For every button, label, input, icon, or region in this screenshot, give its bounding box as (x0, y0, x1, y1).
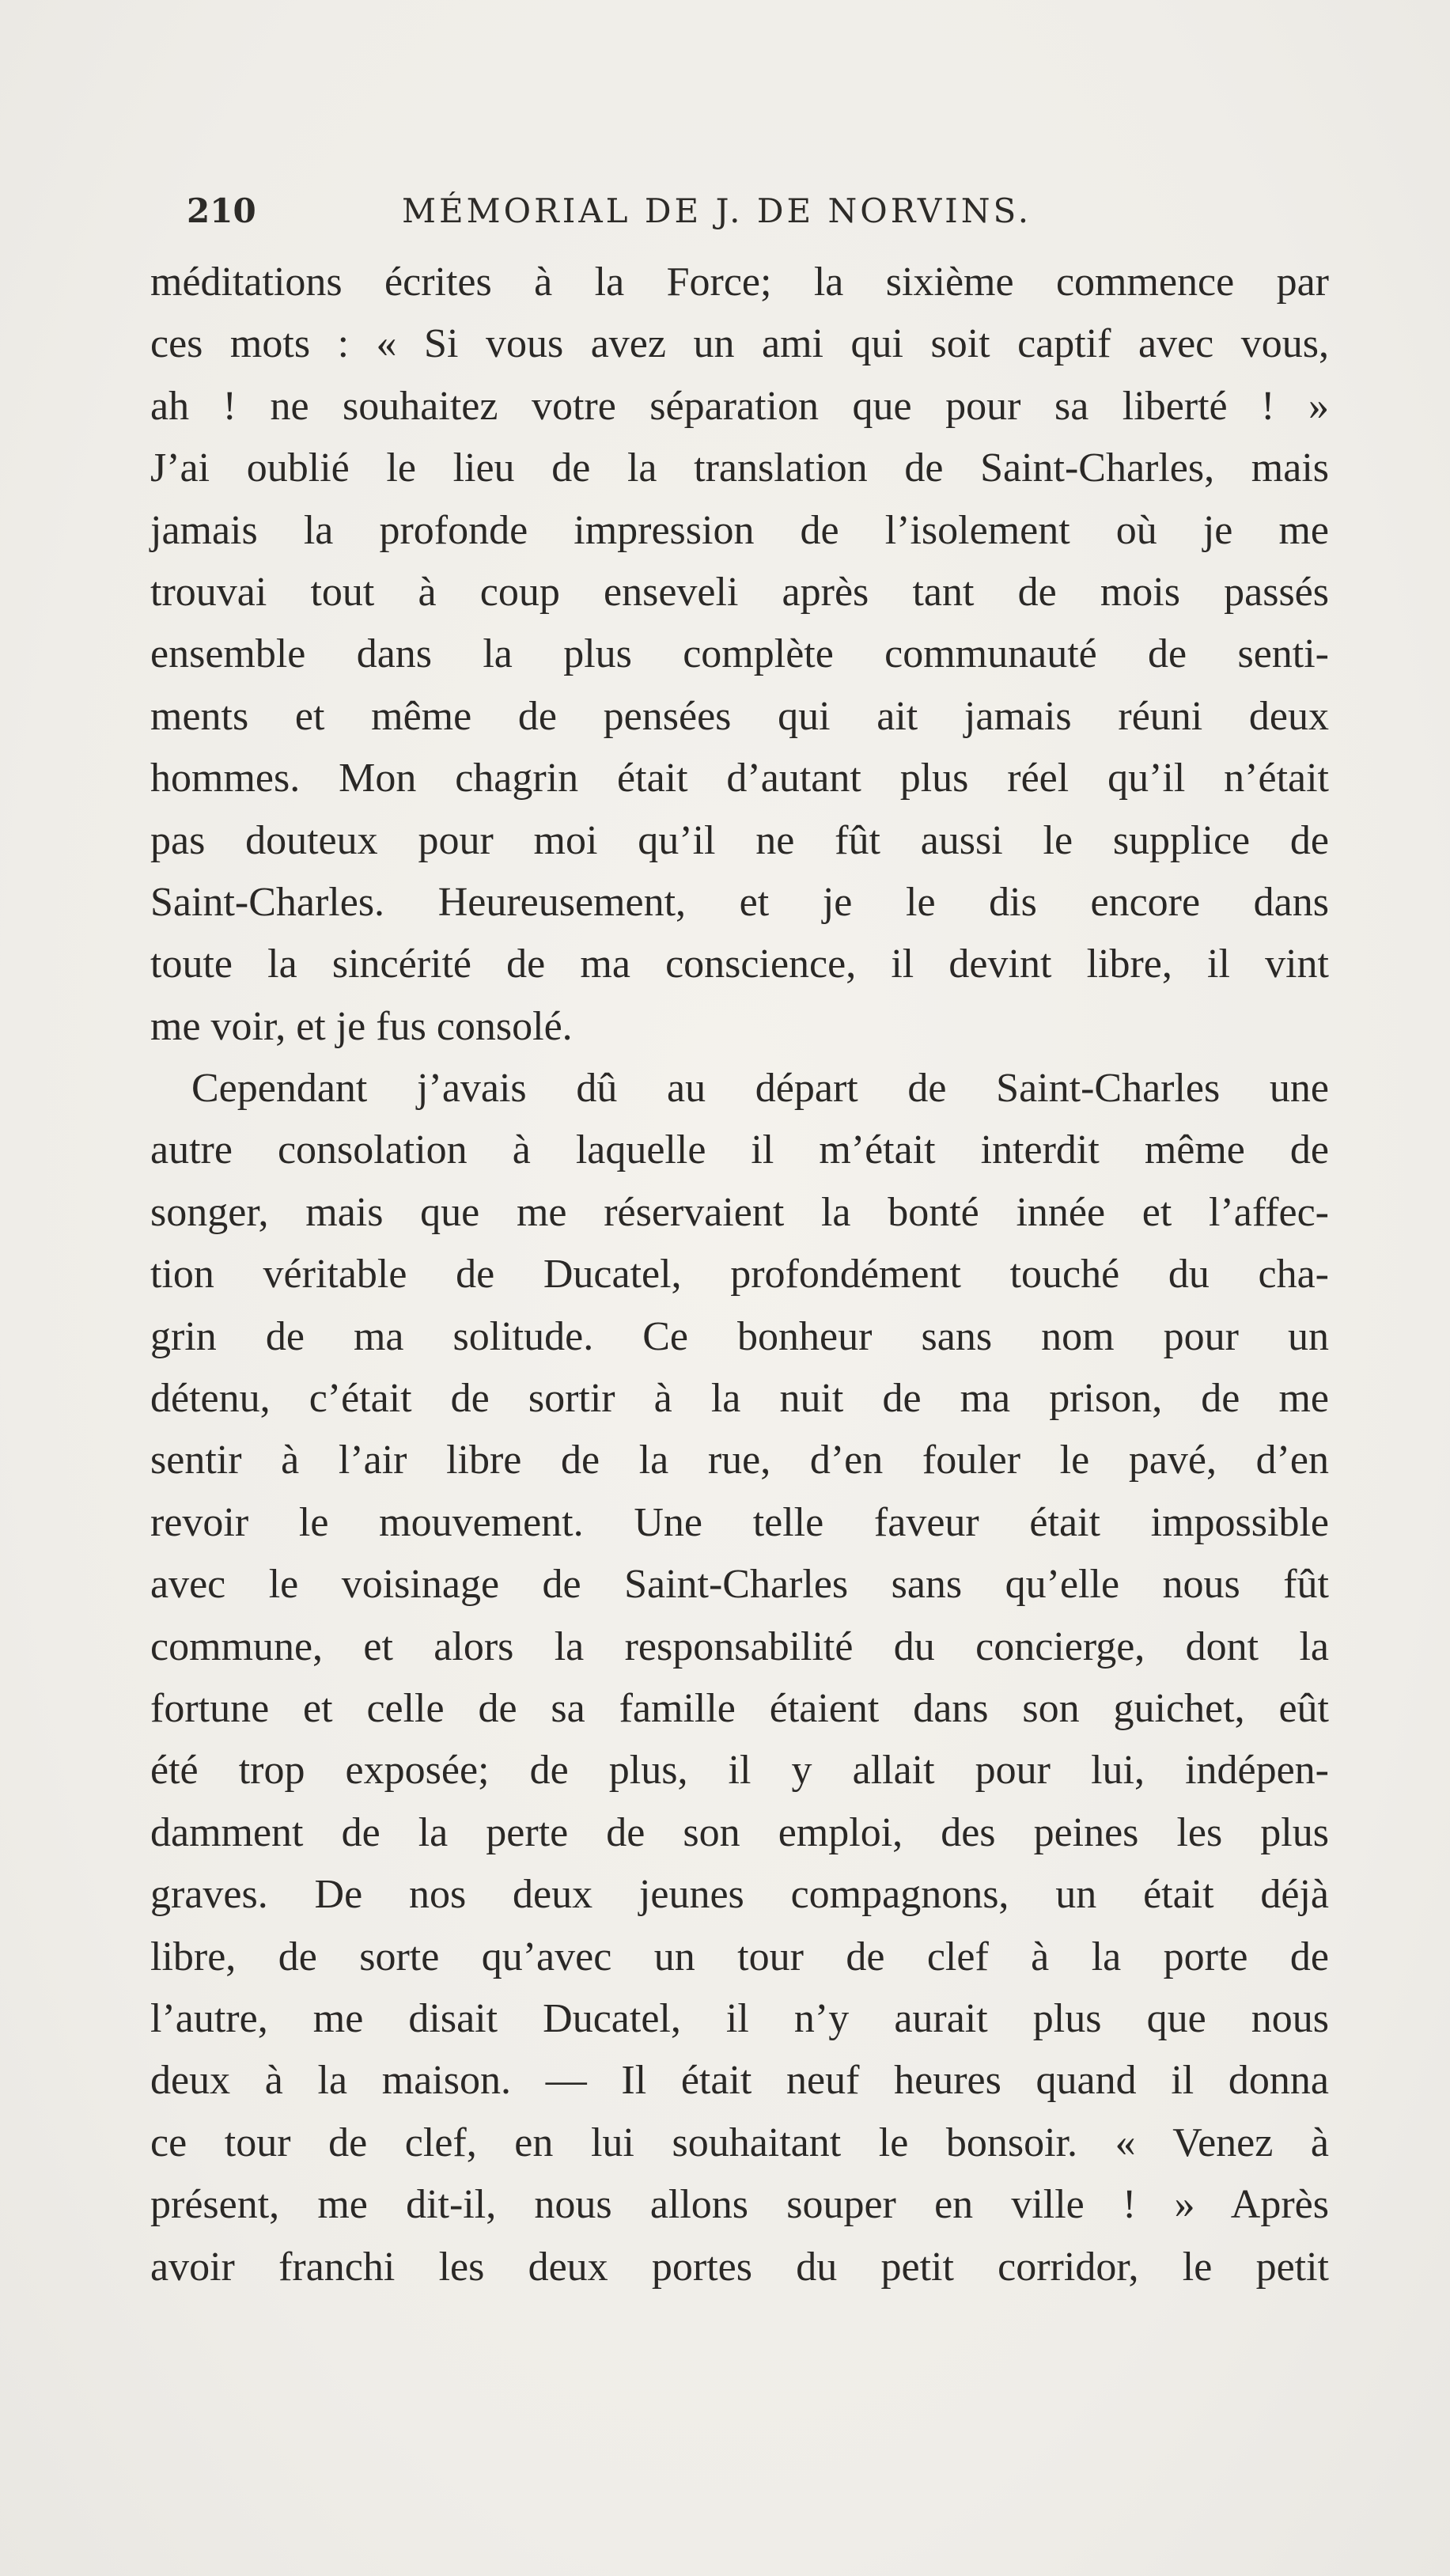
text-line: Saint-Charles. Heureusement, et je le dis encore dans (150, 879, 1329, 925)
text-line: ments et même de pensées qui ait jamais réuni deux (150, 693, 1329, 739)
text-line: graves. De nos deux jeunes compagnons, un était déjà (150, 1872, 1329, 1918)
text-line: revoir le mouvement. Une telle faveur était impossible (150, 1499, 1329, 1545)
text-line: me voir, et je fus consolé. (150, 1003, 573, 1049)
text-line: présent, me dit-il, nous allons souper en ville ! » Après (150, 2182, 1329, 2228)
text-line: autre consolation à laquelle il m’était interdit même de (150, 1127, 1329, 1173)
text-line: pas douteux pour moi qu’il ne fût aussi le supplice de (150, 817, 1329, 863)
text-line: J’ai oublié le lieu de la translation de Saint-Charles, mais (150, 445, 1329, 491)
text-line: hommes. Mon chagrin était d’autant plus réel qu’il n’était (150, 756, 1329, 801)
text-line: été trop exposée; de plus, il y allait pour lui, indépen- (150, 1748, 1329, 1794)
text-line: songer, mais que me réservaient la bonté innée et l’affec- (150, 1189, 1329, 1235)
text-line: ah ! ne souhaitez votre séparation que pour sa liberté ! » (150, 383, 1329, 429)
text-line: avoir franchi les deux portes du petit corridor, le petit (150, 2244, 1329, 2290)
text-line: toute la sincérité de ma conscience, il devint libre, il vint (150, 941, 1329, 987)
text-line: avec le voisinage de Saint-Charles sans qu’elle nous fût (150, 1562, 1329, 1608)
text-line: damment de la perte de son emploi, des peines les plus (150, 1809, 1329, 1855)
page-header (150, 184, 1289, 239)
text-line: ces mots : « Si vous avez un ami qui soit captif avec vous, (150, 321, 1329, 367)
text-line: Cependant j’avais dû au départ de Saint-Charles une (191, 1066, 1329, 1112)
text-line: ensemble dans la plus complète communauté de senti- (150, 631, 1329, 677)
text-line: trouvai tout à coup enseveli après tant de mois passés (150, 569, 1329, 615)
text-line: grin de ma solitude. Ce bonheur sans nom pour un (150, 1313, 1329, 1359)
text-line: tion véritable de Ducatel, profondément touché du cha- (150, 1252, 1329, 1297)
text-line: libre, de sorte qu’avec un tour de clef à la porte de (150, 1934, 1329, 1979)
text-line: commune, et alors la responsabilité du concierge, dont la (150, 1623, 1329, 1669)
page-number: 210 (187, 191, 256, 230)
text-line: jamais la profonde impression de l’isolement où je me (150, 507, 1329, 553)
text-line: méditations écrites à la Force; la sixième commence par (150, 259, 1329, 305)
text-line: sentir à l’air libre de la rue, d’en fouler le pavé, d’en (150, 1438, 1329, 1483)
text-line: deux à la maison. — Il était neuf heures quand il donna (150, 2058, 1329, 2104)
running-title: MÉMORIAL DE J. DE NORVINS. (402, 191, 1032, 230)
text-line: détenu, c’était de sortir à la nuit de ma prison, de me (150, 1376, 1329, 1422)
text-line: fortune et celle de sa famille étaient dans son guichet, eût (150, 1685, 1329, 1731)
body-text (150, 252, 1329, 2298)
text-line: ce tour de clef, en lui souhaitant le bonsoir. « Venez à (150, 2120, 1329, 2165)
text-line: l’autre, me disait Ducatel, il n’y aurait plus que nous (150, 1995, 1329, 2041)
